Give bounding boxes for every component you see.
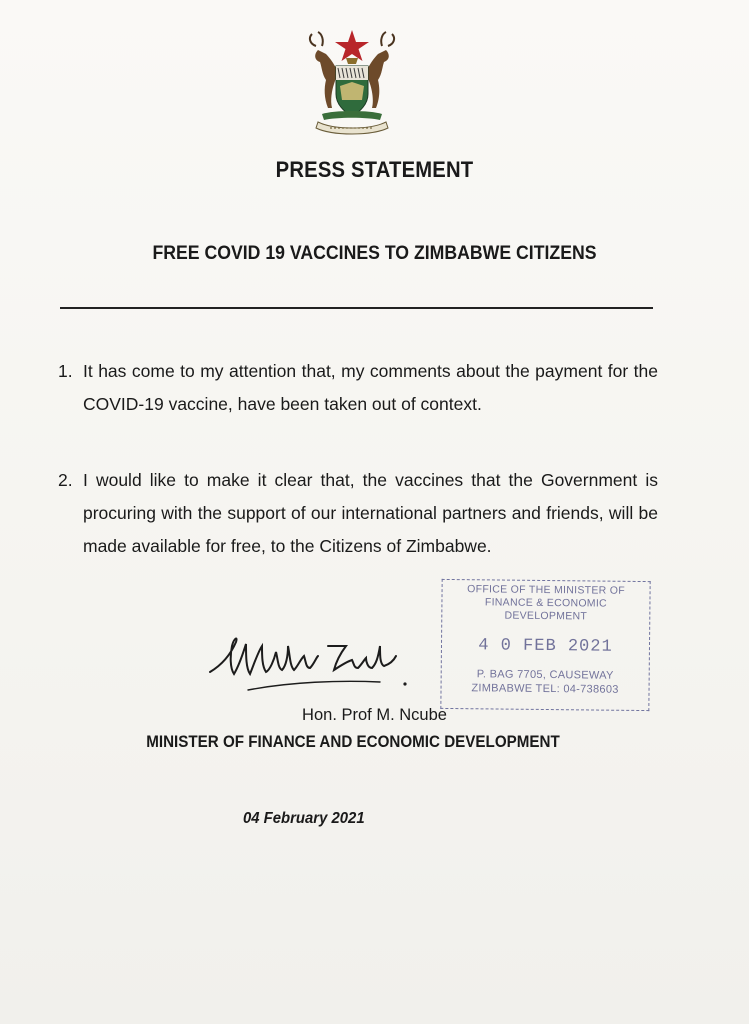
page-title: PRESS STATEMENT [275, 157, 474, 182]
stamp-date: 4 0 FEB 2021 [478, 636, 613, 657]
paragraph-text: It has come to my attention that, my comments about the payment for the COVID-19 vaccine, have been taken out of context. [83, 361, 658, 414]
divider-line [60, 307, 653, 309]
document-subtitle: FREE COVID 19 VACCINES TO ZIMBABWE CITIZENS [152, 243, 597, 264]
signatory-title: MINISTER OF FINANCE AND ECONOMIC DEVELOPMENT [146, 733, 560, 751]
coat-of-arms-emblem [300, 28, 404, 138]
signatory-name: Hon. Prof M. Ncube [302, 706, 447, 724]
paragraph-text: I would like to make it clear that, the vaccines that the Government is procuring with the support of our international partners and friends, will be made available for free, to the Citizens of Zimbabwe. [83, 470, 658, 556]
paragraph-1 [58, 355, 658, 421]
document-date: 04 February 2021 [243, 810, 365, 827]
paragraph-number: 2. [58, 470, 73, 490]
stamp-line: ZIMBABWE TEL: 04-738603 [471, 682, 619, 696]
paragraph-number: 1. [58, 361, 73, 381]
handwritten-signature [200, 616, 440, 696]
stamp-line: P. BAG 7705, CAUSEWAY [476, 668, 614, 682]
office-stamp [440, 579, 650, 711]
stamp-line: DEVELOPMENT [504, 609, 588, 623]
stamp-line: FINANCE & ECONOMIC [484, 596, 608, 610]
paragraph-2 [58, 464, 658, 563]
stamp-line: OFFICE OF THE MINISTER OF [467, 583, 626, 597]
